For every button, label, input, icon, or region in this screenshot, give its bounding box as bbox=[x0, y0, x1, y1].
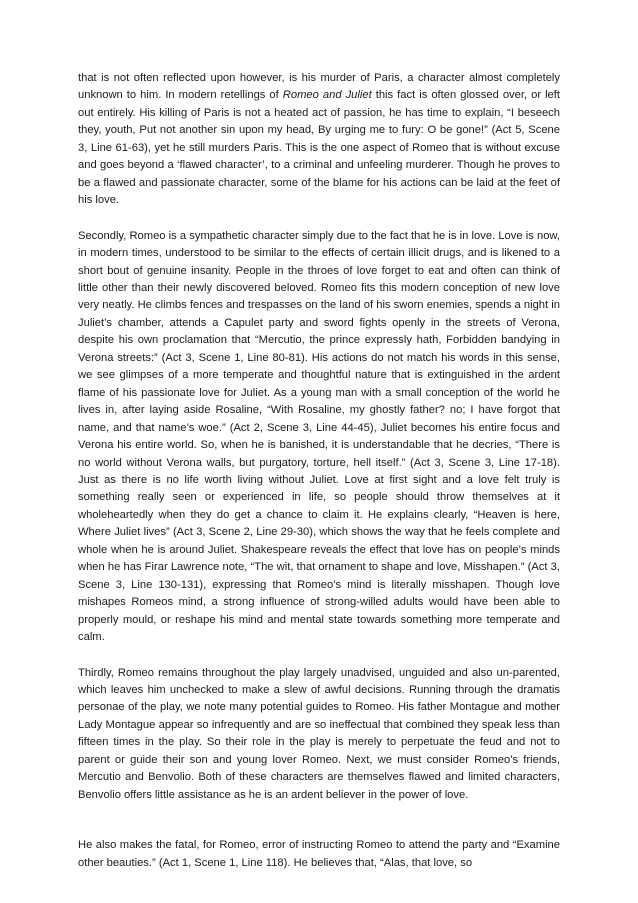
document-page bbox=[78, 70, 560, 890]
paragraph-unadvised bbox=[78, 665, 560, 805]
paragraph-text: Thirdly, Romeo remains throughout the play largely unadvised, unguided and also un-parented, which leaves him unchecked to make a slew of awful decisions. Running through the dramatis personae of the play, we note many potential guides to Romeo. His father Montague and mother Lady Montague appear so infrequently and are so ineffectual that combined they speak less than fifteen times in the play. So their role in the play is merely to perpetuate the feud and not to parent or guide their son and young lover Romeo. Next, we must consider Romeo’s friends, Mercutio and Benvolio. Both of these characters are themselves flawed and limited characters, Benvolio offers little assistance as he is an ardent believer in the power of love. bbox=[78, 666, 560, 801]
play-title-italic: Romeo and Juliet bbox=[282, 89, 372, 102]
paragraph-text: He also makes the fatal, for Romeo, error of instructing Romeo to attend the party and “Examine other beauties.” (Act 1, Scene 1, Line 118). He believes that, “Alas, that love, so bbox=[78, 839, 560, 869]
paragraph-text: this fact is often glossed over, or left out entirely. His killing of Paris is not a heated act of passion, he has time to explain, “I beseech they, youth, Put not another sin upon my head, By urging me to fury: O be gone!” (Act 5, Scene 3, Line 61-63), yet he still murders Paris. This is the one aspect of Romeo that is without excuse and goes beyond a ‘flawed character’, to a criminal and unfeeling murderer. Though he proves to be a flawed and passionate character, some of the blame for his actions can be laid at the feet of his love. bbox=[78, 89, 560, 207]
paragraph-fatal-error bbox=[78, 837, 560, 872]
paragraph-sympathetic-love bbox=[78, 228, 560, 647]
paragraph-text: that is not often reflected upon however, is his murder of Paris, a character almost completely unknown to him. In modern retellings of bbox=[78, 72, 560, 102]
paragraph-text: Secondly, Romeo is a sympathetic character simply due to the fact that he is in love. Love is now, in modern times, understood to be similar to the effects of certain illicit drugs, and is likened to a short bout of genuine insanity. People in the throes of love forget to eat and often can think of little other than their newly discovered beloved. Romeo fits this modern conception of new love very neatly. He climbs fences and trespasses on the land of his sworn enemies, spends a night in Juliet’s chamber, attends a Capulet party and sword fights openly in the streets of Verona, despite his own proclamation that “Mercutio, the prince expressly hath, Forbidden bandying in Verona streets:” (Act 3, Scene 1, Line 80-81). His actions do not match his words in this sense, we see glimpses of a more temperate and thoughtful nature that is extinguished in the ardent flame of his passionate love for Juliet. As a young man with a small conception of the world he lives in, after laying aside Rosaline, “With Rosaline, my ghostly father? no; I have forgot that name, and that name’s woe.” (Act 2, Scene 3, Line 44-45), Juliet becomes his entire focus and Verona his entire world. So, when he is banished, it is understandable that he decries, “There is no world without Verona walls, but purgatory, torture, hell itself.” (Act 3, Scene 3, Line 17-18). Just as there is no life worth living without Juliet. Love at first sight and a love felt truly is something really seen or experienced in life, so people should throw themselves at it wholeheartedly when they do get a chance to claim it. He explains clearly, “Heaven is here, Where Juliet lives” (Act 3, Scene 2, Line 29-30), which shows the way that he feels complete and whole when he is around Juliet. Shakespeare reveals the effect that love has on people’s minds when he has Firar Lawrence note, “The wit, that ornament to shape and love, Misshapen.” (Act 3, Scene 3, Line 130-131), expressing that Romeo’s mind is literally misshapen. Though love mishapes Romeos mind, a strong influence of strong-willed adults would have been able to properly mould, or reshape his mind and mental state towards something more temperate and calm. bbox=[78, 229, 560, 644]
paragraph-paris-murder bbox=[78, 70, 560, 210]
